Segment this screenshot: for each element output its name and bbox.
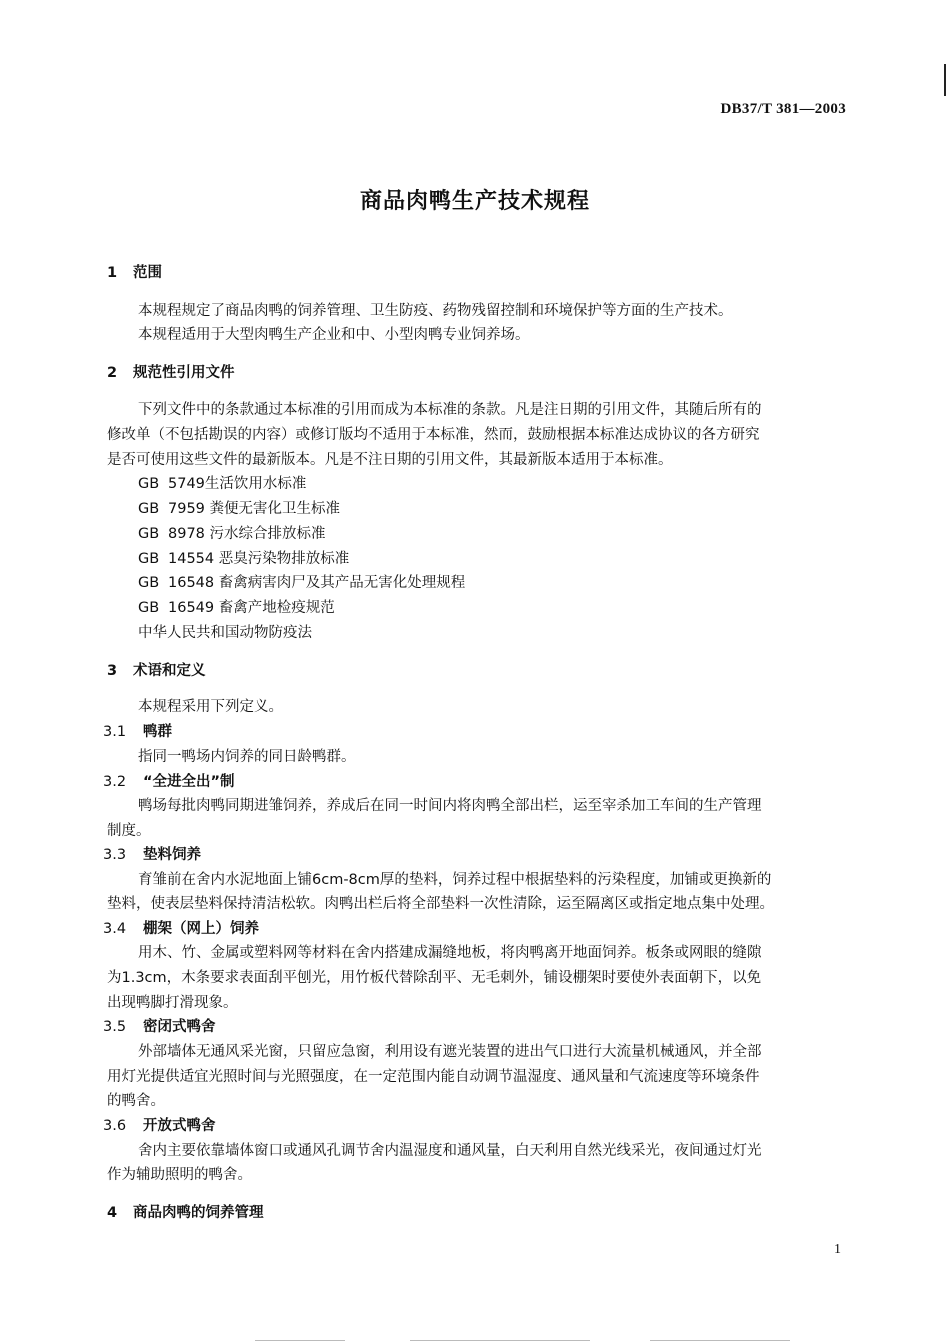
scan-edge-marks bbox=[0, 1334, 950, 1344]
page-number: 1 bbox=[834, 1242, 841, 1257]
term-definition: 作为辅助照明的鸭舍。 bbox=[107, 1167, 252, 1183]
term-heading: 3.5 密闭式鸭舍 bbox=[103, 1019, 216, 1035]
term-definition: 用灯光提供适宜光照时间与光照强度，在一定范围内能自动调节温湿度、通风量和气流速度等环境条件 bbox=[107, 1069, 760, 1085]
paragraph: 本规程规定了商品肉鸭的饲养管理、卫生防疫、药物残留控制和环境保护等方面的生产技术。 bbox=[138, 303, 733, 319]
term-definition: 出现鸭脚打滑现象。 bbox=[107, 995, 238, 1011]
term-definition: 鸭场每批肉鸭同期进雏饲养，养成后在同一时间内将肉鸭全部出栏，运至宰杀加工车间的生产管理 bbox=[138, 798, 762, 814]
reference-item: GB 7959 粪便无害化卫生标准 bbox=[138, 501, 341, 517]
paragraph: 本规程适用于大型肉鸭生产企业和中、小型肉鸭专业饲养场。 bbox=[138, 327, 530, 343]
paragraph: 本规程采用下列定义。 bbox=[138, 699, 283, 715]
section-2-heading: 2 规范性引用文件 bbox=[107, 365, 235, 381]
reference-item: GB 14554 恶臭污染物排放标准 bbox=[138, 551, 350, 567]
reference-item: GB 16549 畜禽产地检疫规范 bbox=[138, 600, 335, 616]
term-heading: 3.3 垫料饲养 bbox=[103, 847, 201, 863]
term-heading: 3.2 “全进全出”制 bbox=[103, 774, 235, 790]
term-definition: 舍内主要依靠墙体窗口或通风孔调节舍内温湿度和通风量，白天利用自然光线采光，夜间通过灯光 bbox=[138, 1143, 762, 1159]
reference-item: GB 5749生活饮用水标准 bbox=[138, 476, 307, 492]
reference-law: 中华人民共和国动物防疫法 bbox=[138, 625, 312, 641]
reference-item: GB 8978 污水综合排放标准 bbox=[138, 526, 326, 542]
term-definition: 为1.3cm，木条要求表面刮平刨光，用竹板代替除刮平、无毛刺外，铺设棚架时要使外表面朝下，以免 bbox=[107, 970, 762, 986]
scan-artifact bbox=[944, 64, 946, 96]
term-heading: 3.1 鸭群 bbox=[103, 724, 172, 740]
paragraph-line: 修改单（不包括勘误的内容）或修订版均不适用于本标准，然而，鼓励根据本标准达成协议的各方研究 bbox=[107, 427, 760, 443]
paragraph-line: 下列文件中的条款通过本标准的引用而成为本标准的条款。凡是注日期的引用文件，其随后所有的 bbox=[138, 402, 762, 418]
term-definition: 用木、竹、金属或塑料网等材料在舍内搭建成漏缝地板，将肉鸭离开地面饲养。板条或网眼的缝隙 bbox=[138, 945, 762, 961]
reference-item: GB 16548 畜禽病害肉尸及其产品无害化处理规程 bbox=[138, 575, 466, 591]
term-definition: 指同一鸭场内饲养的同日龄鸭群。 bbox=[138, 749, 356, 765]
section-1-heading: 1 范围 bbox=[107, 265, 162, 281]
paragraph-line: 是否可使用这些文件的最新版本。凡是不注日期的引用文件，其最新版本适用于本标准。 bbox=[107, 452, 673, 468]
term-heading: 3.4 棚架（网上）饲养 bbox=[103, 921, 259, 937]
document-code: DB37/T 381—2003 bbox=[720, 101, 846, 117]
term-definition: 育雏前在舍内水泥地面上铺6cm-8cm厚的垫料，饲养过程中根据垫料的污染程度，加铺或更换新的 bbox=[138, 872, 772, 888]
term-heading: 3.6 开放式鸭舍 bbox=[103, 1118, 216, 1134]
section-4-heading: 4 商品肉鸭的饲养管理 bbox=[107, 1205, 264, 1221]
term-definition: 的鸭舍。 bbox=[107, 1093, 165, 1109]
term-definition: 外部墙体无通风采光窗，只留应急窗，利用设有遮光装置的进出气口进行大流量机械通风，并全部 bbox=[138, 1044, 762, 1060]
document-title: 商品肉鸭生产技术规程 bbox=[359, 189, 590, 214]
section-3-heading: 3 术语和定义 bbox=[107, 663, 206, 679]
term-definition: 垫料，使表层垫料保持清洁松软。肉鸭出栏后将全部垫料一次性清除，运至隔离区或指定地点集中处理。 bbox=[107, 896, 774, 912]
term-definition: 制度。 bbox=[107, 823, 151, 839]
